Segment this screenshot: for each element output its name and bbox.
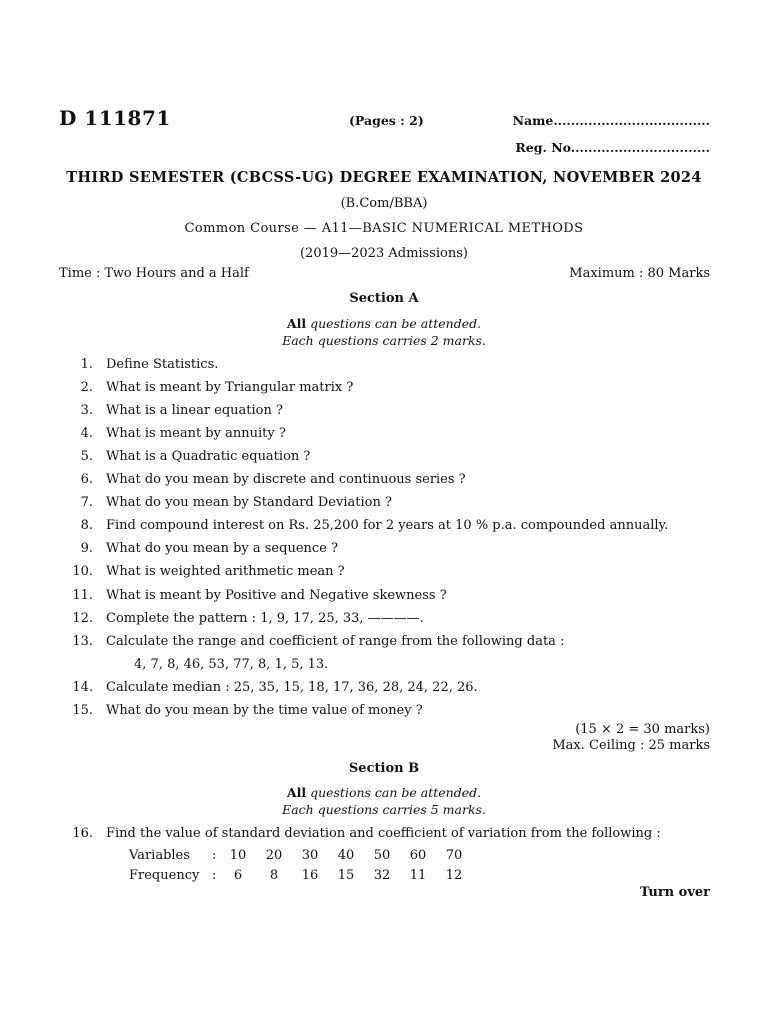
section-b-title: Section B [348,761,420,776]
question-number: 10. [72,564,93,579]
question-text: What do you mean by a sequence ? [106,541,338,556]
table-cell: 8 [269,868,279,883]
question-number: 3. [80,403,93,418]
question-number: 4. [80,426,93,441]
table-cell: 11 [409,868,427,883]
question-text: Calculate the range and coefficient of range from the following data : [106,634,565,649]
exam-time: Time : Two Hours and a Half [59,266,249,281]
instruction-emphasis: All [286,316,307,331]
section-a-marks: (15 × 2 = 30 marks) [575,722,710,737]
question-number: 7. [80,495,93,510]
section-b-instruction-1 [0,785,768,800]
question-number: 2. [80,380,93,395]
question-text: What is a Quadratic equation ? [106,449,311,464]
table-row-label-variables: Variables [129,848,190,863]
section-b-instruction-2: Each questions carries 5 marks. [282,802,486,817]
admissions: (2019—2023 Admissions) [299,246,468,261]
question-number: 5. [80,449,93,464]
instruction-emphasis: All [286,785,307,800]
table-row-label-frequency: Frequency [129,868,200,883]
section-a-instruction-1 [0,316,768,331]
question-number: 13. [72,634,93,649]
programme: (B.Com/BBA) [340,196,428,211]
table-cell: 16 [301,868,319,883]
question-number: 12. [72,611,93,626]
question-number: 9. [80,541,93,556]
question-number: 6. [80,472,93,487]
table-cell: 20 [265,848,283,863]
turn-over: Turn over [639,885,710,900]
paper-code: D 111871 [59,106,171,130]
question-text: Find compound interest on Rs. 25,200 for 2 years at 10 % p.a. compounded annually. [106,518,669,533]
question-text: What do you mean by the time value of money ? [106,703,423,718]
question-number: 8. [80,518,93,533]
question-text: What do you mean by Standard Deviation ? [106,495,392,510]
question-number: 11. [72,588,93,603]
exam-title: THIRD SEMESTER (CBCSS-UG) DEGREE EXAMINATION, NOVEMBER 2024 [66,169,702,186]
table-colon: : [212,868,217,883]
instruction-text: questions can be attended. [306,316,482,331]
table-colon: : [212,848,217,863]
table-cell: 10 [229,848,247,863]
question-text: Find the value of standard deviation and coefficient of variation from the following : [106,826,661,841]
page-count: (Pages : 2) [349,113,424,128]
table-cell: 30 [301,848,319,863]
table-cell: 50 [373,848,391,863]
maximum-marks: Maximum : 80 Marks [569,266,710,281]
question-number: 16. [72,826,93,841]
question-text: What is meant by annuity ? [106,426,286,441]
instruction-text: questions can be attended. [306,785,482,800]
q13-data: 4, 7, 8, 46, 53, 77, 8, 1, 5, 13. [134,657,329,672]
table-cell: 6 [233,868,243,883]
table-cell: 60 [409,848,427,863]
question-number: 14. [72,680,93,695]
question-text: What is meant by Triangular matrix ? [106,380,354,395]
section-a-instruction-2: Each questions carries 2 marks. [282,333,486,348]
table-cell: 40 [337,848,355,863]
question-text: What is a linear equation ? [106,403,283,418]
question-text: What is weighted arithmetic mean ? [106,564,345,579]
course-title: Common Course — A11—BASIC NUMERICAL METHODS [184,221,584,236]
name-field: Name.................................... [512,113,710,128]
table-cell: 15 [337,868,355,883]
question-text: Calculate median : 25, 35, 15, 18, 17, 36, 28, 24, 22, 26. [106,680,478,695]
question-text: Complete the pattern : 1, 9, 17, 25, 33, ————. [106,611,424,626]
section-a-title: Section A [349,291,419,306]
question-number: 1. [80,357,93,372]
table-cell: 70 [445,848,463,863]
question-number: 15. [72,703,93,718]
table-cell: 32 [373,868,391,883]
question-text: What do you mean by discrete and continuous series ? [106,472,466,487]
section-a-ceiling: Max. Ceiling : 25 marks [552,738,710,753]
table-cell: 12 [445,868,463,883]
reg-no-field: Reg. No................................ [515,140,710,155]
question-text: What is meant by Positive and Negative skewness ? [106,588,447,603]
question-text: Define Statistics. [106,357,219,372]
